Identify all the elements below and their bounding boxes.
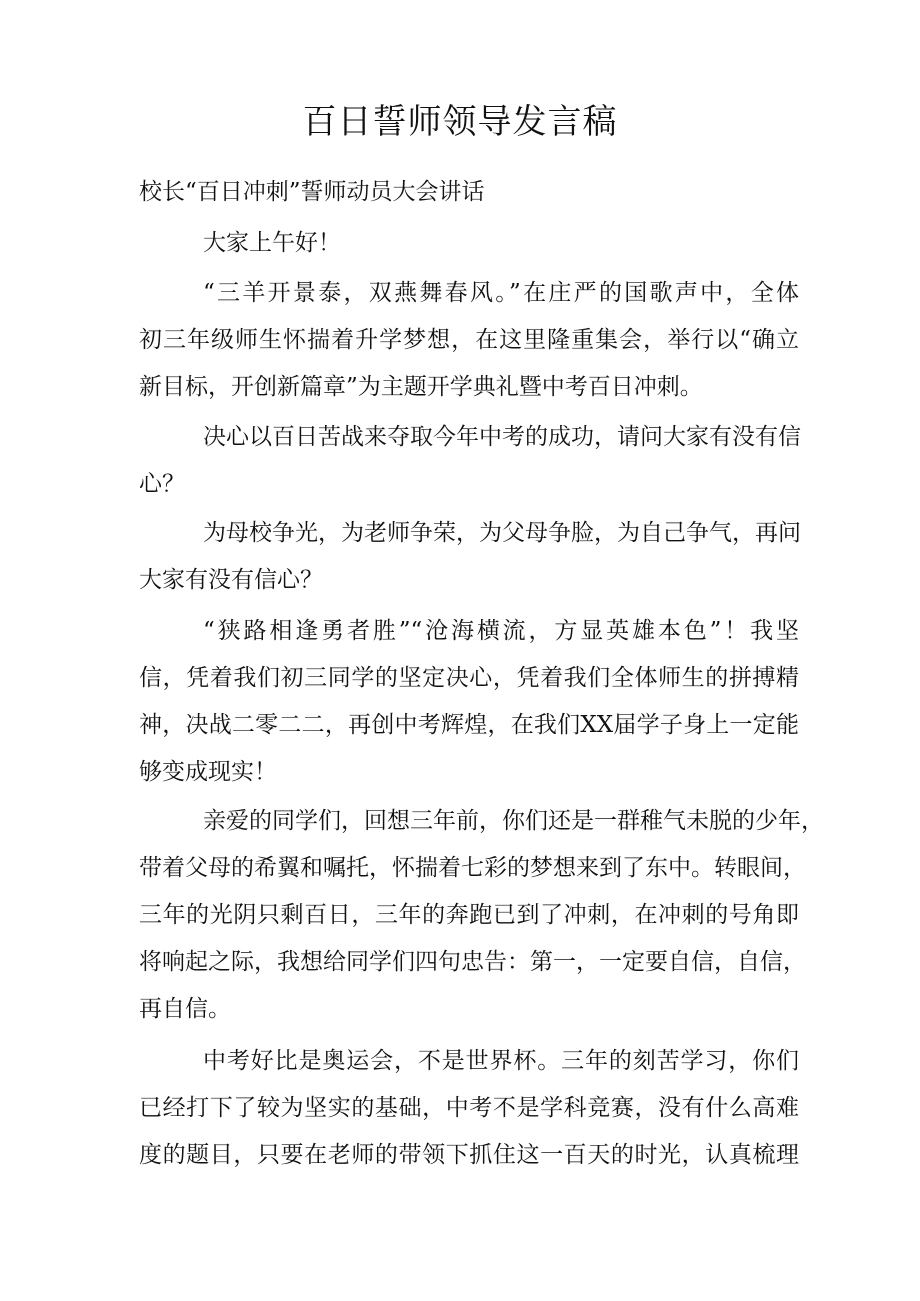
paragraph-line: “狭路相逢勇者胜”“沧海横流，方显英雄本色”！我坚 <box>203 618 799 644</box>
paragraph-line: 将响起之际，我想给同学们四句忠告：第一，一定要自信，自信， <box>139 949 806 975</box>
paragraph-line: 心？ <box>139 471 185 497</box>
paragraph-line: 决心以百日苦战来夺取今年中考的成功，请问大家有没有信 <box>203 424 801 450</box>
paragraph-1 <box>139 270 799 411</box>
paragraph-line: 中考好比是奥运会，不是世界杯。三年的刻苦学习，你们 <box>203 1048 799 1074</box>
paragraph-line: 带着父母的希翼和嘱托，怀揣着七彩的梦想来到了东中。转眼间， <box>139 855 806 881</box>
paragraph-6 <box>139 1038 799 1179</box>
paragraph-3 <box>139 510 799 604</box>
greeting: 大家上午好！ <box>203 230 341 256</box>
paragraph-line: 初三年级师生怀揣着升学梦想，在这里隆重集会，举行以“确立 <box>139 327 799 353</box>
paragraph-line: 为母校争光，为老师争荣，为父母争脸，为自己争气，再问 <box>203 520 801 546</box>
paragraph-line: 大家有没有信心？ <box>139 567 323 593</box>
paragraph-line: 够变成现实！ <box>139 759 277 785</box>
paragraph-line: 信，凭着我们初三同学的坚定决心，凭着我们全体师生的拼搏精 <box>139 665 799 691</box>
document-title: 百日誓师领导发言稿 <box>302 102 618 142</box>
paragraph-line: 亲爱的同学们，回想三年前，你们还是一群稚气未脱的少年， <box>203 808 824 834</box>
paragraph-line: “三羊开景泰，双燕舞春风。”在庄严的国歌声中，全体 <box>203 280 799 306</box>
paragraph-line: 度的题目，只要在老师的带领下抓住这一百天的时光，认真梳理 <box>139 1142 799 1168</box>
paragraph-line: 三年的光阴只剩百日，三年的奔跑已到了冲刺，在冲刺的号角即 <box>139 902 799 928</box>
paragraph-2 <box>139 414 799 508</box>
paragraph-line: 再自信。 <box>139 996 231 1022</box>
paragraph-line: 神，决战二零二二，再创中考辉煌，在我们XX届学子身上一定能 <box>139 712 799 738</box>
paragraph-line: 新目标，开创新篇章”为主题开学典礼暨中考百日冲刺。 <box>139 374 703 400</box>
paragraph-4 <box>139 608 799 796</box>
document-subtitle: 校长“百日冲刺”誓师动员大会讲话 <box>139 179 485 205</box>
paragraph-line: 已经打下了较为坚实的基础，中考不是学科竞赛，没有什么高难 <box>139 1095 799 1121</box>
paragraph-5 <box>139 798 824 1033</box>
